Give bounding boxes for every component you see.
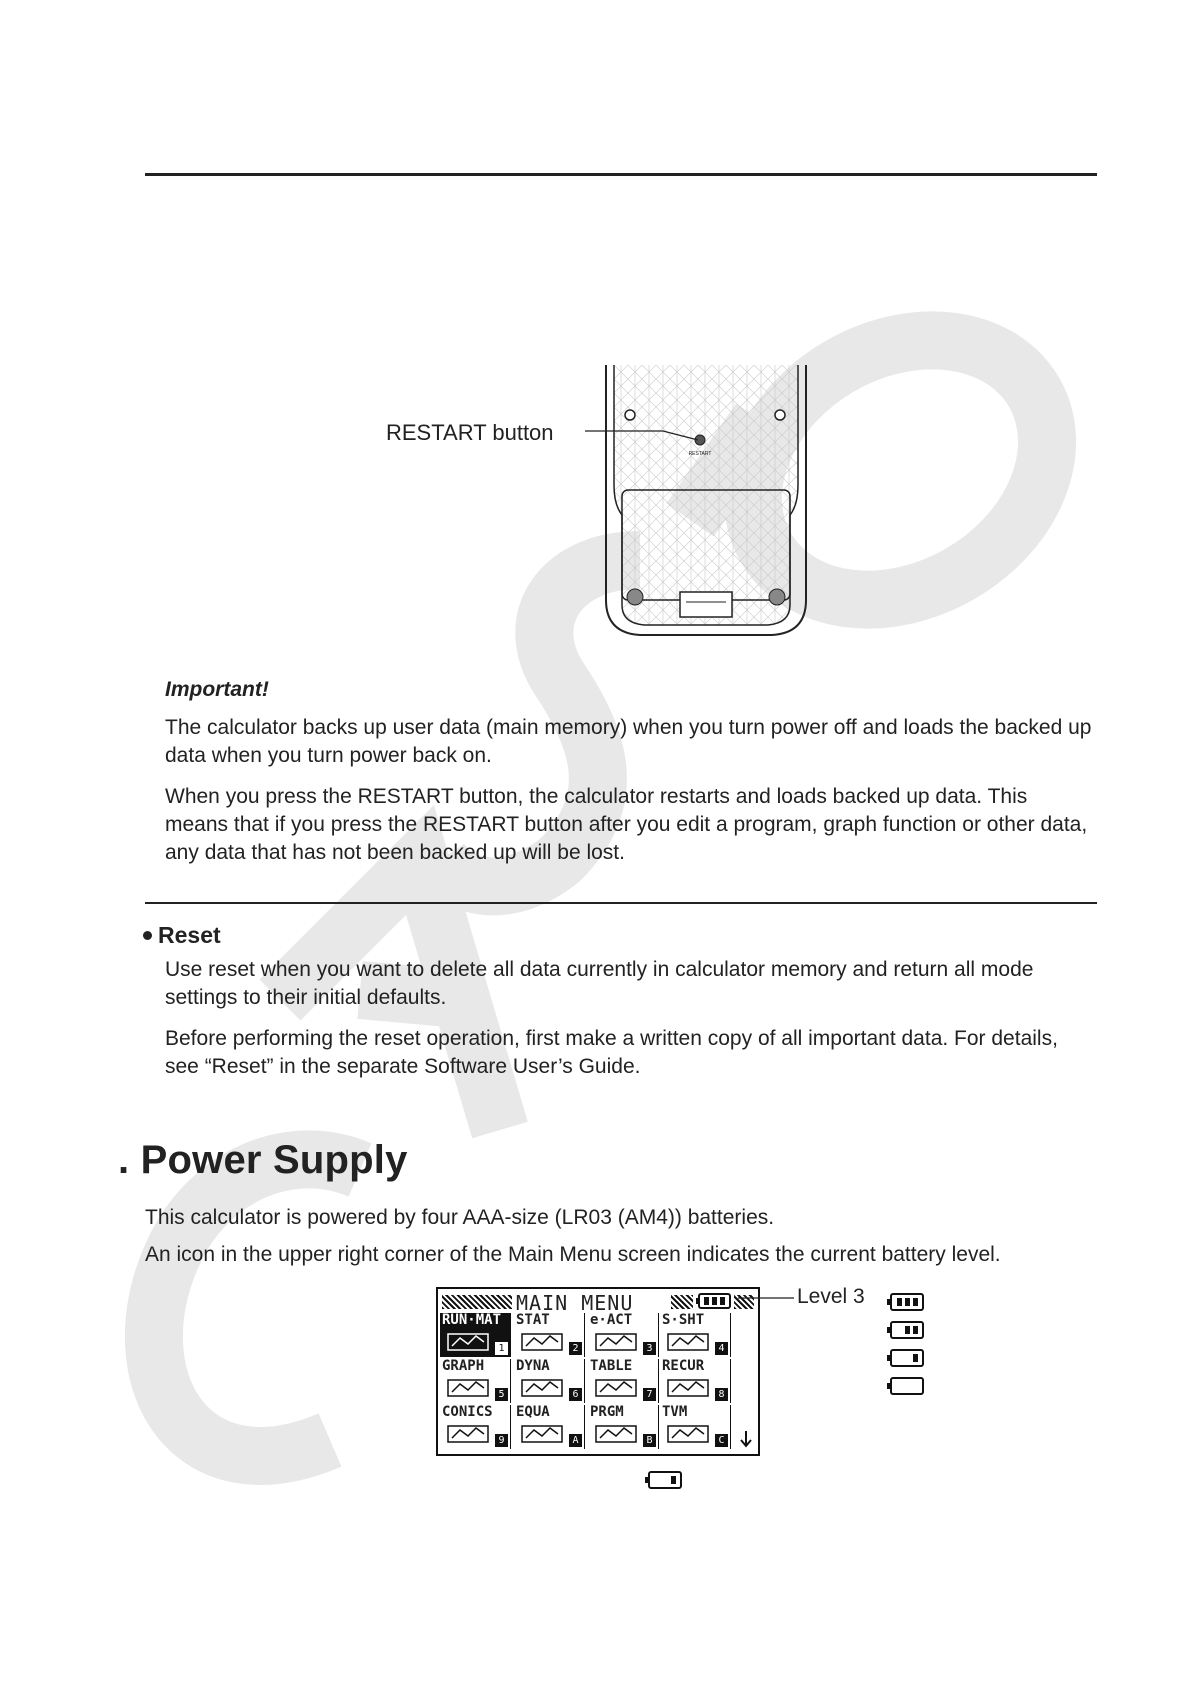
menu-icon-graphic — [446, 1376, 496, 1400]
important-paragraph-2: When you press the RESTART button, the calculator restarts and loads backed up data. This means that if you press the RESTART button after you edit a program, graph function or other data, any data that has not been backed up will be lost. — [165, 785, 1088, 864]
menu-icon-stat[interactable] — [514, 1313, 585, 1357]
menu-icon-graphic — [666, 1330, 716, 1354]
menu-icon-label: S·SHT — [662, 1312, 705, 1328]
restart-callout-line — [585, 428, 705, 448]
menu-icon-recur[interactable] — [660, 1359, 731, 1403]
menu-icon-number: C — [715, 1434, 728, 1447]
reset-heading-text: Reset — [158, 922, 221, 948]
battery-level-1-icon — [887, 1349, 925, 1367]
screen-battery-icon — [696, 1293, 732, 1309]
menu-icon-graphic — [594, 1422, 644, 1446]
menu-icon-s-sht[interactable] — [660, 1313, 731, 1357]
menu-icon-graphic — [520, 1376, 570, 1400]
reset-paragraph-1: Use reset when you want to delete all data currently in calculator memory and return all mode settings to their initial defaults. — [165, 958, 1034, 1009]
menu-icon-dyna[interactable] — [514, 1359, 585, 1403]
menu-icon-number: 4 — [715, 1342, 728, 1355]
menu-icon-label: GRAPH — [442, 1358, 485, 1374]
menu-icon-graphic — [594, 1330, 644, 1354]
menu-icon-e-act[interactable] — [588, 1313, 659, 1357]
section-rule — [145, 902, 1097, 904]
calculator-back-illustration — [600, 365, 812, 645]
bullet-icon — [143, 931, 152, 940]
menu-icon-number: 1 — [495, 1342, 508, 1355]
menu-icon-label: EQUA — [516, 1404, 550, 1420]
menu-icon-label: RECUR — [662, 1358, 705, 1374]
menu-icon-graphic — [666, 1422, 716, 1446]
menu-icon-number: 5 — [495, 1388, 508, 1401]
menu-icon-tvm[interactable] — [660, 1405, 731, 1449]
menu-icon-label: e·ACT — [590, 1312, 633, 1328]
menu-icon-graph[interactable] — [440, 1359, 511, 1403]
battery-level-0-icon — [887, 1377, 925, 1395]
menu-icon-number: 9 — [495, 1434, 508, 1447]
menu-icon-prgm[interactable] — [588, 1405, 659, 1449]
title-hatch-left — [442, 1295, 512, 1309]
menu-icon-graphic — [446, 1422, 496, 1446]
menu-icon-graphic — [446, 1330, 496, 1354]
reset-paragraph-2: Before performing the reset operation, first make a written copy of all important data. For details, see “Reset” in the separate Software User’s Guide. — [165, 1027, 1058, 1078]
power-paragraph-2: An icon in the upper right corner of the Main Menu screen indicates the current battery level. — [145, 1243, 1001, 1266]
level-3-label: Level 3 — [797, 1285, 865, 1308]
menu-icon-label: DYNA — [516, 1358, 550, 1374]
menu-icon-run-mat[interactable] — [440, 1313, 511, 1357]
menu-icon-label: PRGM — [590, 1404, 624, 1420]
important-paragraph-1: The calculator backs up user data (main memory) when you turn power off and loads the backed up data when you turn power back on. — [165, 716, 1092, 767]
scroll-down-arrow-icon — [738, 1429, 754, 1449]
important-heading: Important! — [165, 678, 269, 701]
menu-icon-equa[interactable] — [514, 1405, 585, 1449]
main-menu-title: MAIN MENU — [516, 1291, 634, 1315]
menu-icon-number: A — [569, 1434, 582, 1447]
menu-icon-label: CONICS — [442, 1404, 493, 1420]
battery-level-3-icon — [887, 1293, 925, 1311]
calc-restart-imprint: RESTART — [688, 451, 712, 457]
low-battery-icon — [645, 1471, 683, 1489]
menu-icon-table[interactable] — [588, 1359, 659, 1403]
menu-icon-number: 2 — [569, 1342, 582, 1355]
main-menu-screen — [436, 1287, 760, 1456]
menu-icon-conics[interactable] — [440, 1405, 511, 1449]
menu-icon-number: 3 — [643, 1342, 656, 1355]
level-callout-line — [738, 1296, 798, 1306]
menu-icon-number: 7 — [643, 1388, 656, 1401]
menu-icon-label: TABLE — [590, 1358, 633, 1374]
menu-icon-graphic — [594, 1376, 644, 1400]
menu-icon-number: 6 — [569, 1388, 582, 1401]
menu-icon-number: B — [643, 1434, 656, 1447]
battery-level-2-icon — [887, 1321, 925, 1339]
power-supply-title: . Power Supply — [118, 1138, 408, 1182]
menu-icon-graphic — [666, 1376, 716, 1400]
menu-icon-number: 8 — [715, 1388, 728, 1401]
reset-heading — [143, 922, 221, 949]
menu-icon-label: RUN·MAT — [442, 1312, 502, 1328]
restart-button-label: RESTART button — [386, 420, 554, 445]
title-hatch-right — [671, 1295, 693, 1309]
menu-icon-label: TVM — [662, 1404, 688, 1420]
power-paragraph-1: This calculator is powered by four AAA-size (LR03 (AM4)) batteries. — [145, 1206, 775, 1229]
menu-icon-graphic — [520, 1330, 570, 1354]
menu-icon-graphic — [520, 1422, 570, 1446]
menu-icon-label: STAT — [516, 1312, 550, 1328]
top-rule — [145, 173, 1097, 176]
